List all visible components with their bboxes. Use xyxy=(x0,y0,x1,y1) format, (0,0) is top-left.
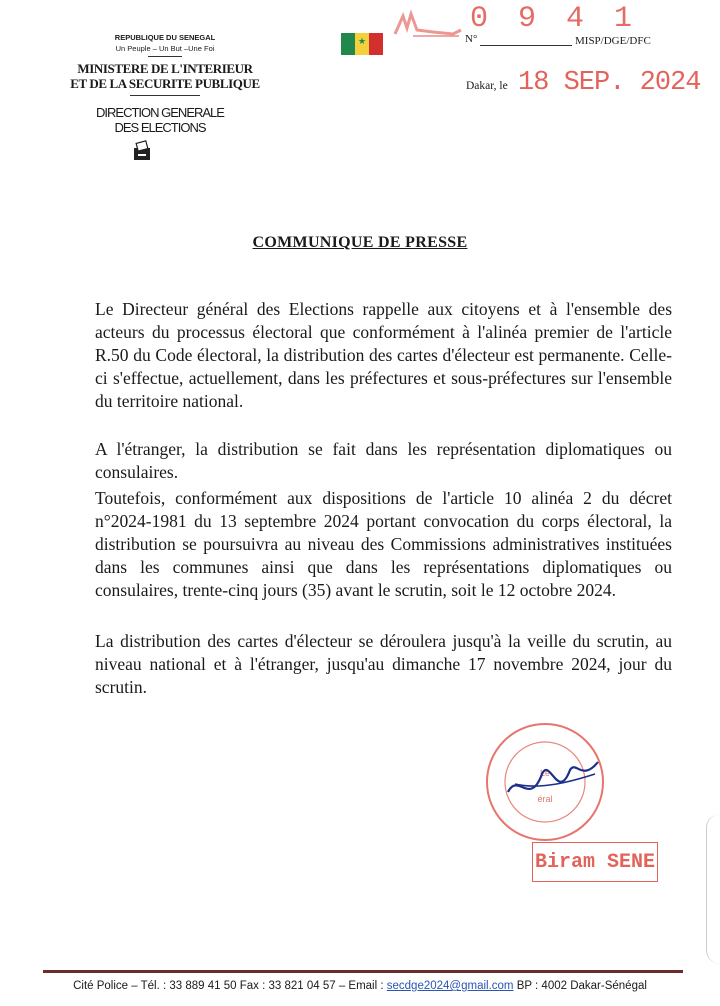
official-seal xyxy=(470,712,620,842)
flag-green-band xyxy=(341,33,355,55)
footer xyxy=(0,980,720,992)
reference-number-stamp: 0 9 4 1 xyxy=(470,2,639,36)
flag-red-band xyxy=(369,33,383,55)
divider xyxy=(130,95,200,96)
stamp-smudge xyxy=(393,10,463,38)
paragraph-2: A l'étranger, la distribution se fait dans les représentation diplomatiques ou consulaires. xyxy=(95,439,672,482)
paragraph-1: Le Directeur général des Elections rappelle aux citoyens et à l'ensemble des acteurs du processus électoral que conformément à l'alinéa premier de l'article R.50 du Code électoral, la distribution des cartes d'électeur est permanente. Celle-ci s'effectue, actuellement, dans les préfectures et sous-préfectures sur l'ensemble du territoire national. xyxy=(95,299,672,411)
paragraph-3: Toutefois, conformément aux dispositions de l'article 10 alinéa 2 du décret n°2024-1981 du 13 septembre 2024 portant convocation du corps électoral, la distribution se poursuivra au niveau des Commissions administratives instituées dans les communes ainsi que dans les représentations diplomatiques ou consulaires, trente-cinq jours (35) avant le scrutin, soit le 12 octobre 2024. xyxy=(95,488,672,600)
reference-line xyxy=(480,45,572,46)
flag-star-icon: ★ xyxy=(358,36,367,46)
svg-text:éral: éral xyxy=(537,794,553,804)
footer-email-link[interactable]: secdge2024@gmail.com xyxy=(386,980,514,992)
senegal-flag xyxy=(341,33,383,55)
svg-text:Le: Le xyxy=(539,768,551,778)
ministry-line-1: MINISTERE DE L'INTERIEUR xyxy=(77,61,253,76)
direction-line-1: DIRECTION GENERALE xyxy=(96,105,224,120)
signatory-name-stamp: Biram SENE xyxy=(532,842,658,882)
page-edge xyxy=(706,814,720,964)
divider xyxy=(148,56,182,57)
direction-name xyxy=(60,105,260,135)
document-title: COMMUNIQUE DE PRESSE xyxy=(252,234,468,251)
national-motto: Un Peuple – Un But –Une Foi xyxy=(115,44,215,53)
ministry-name xyxy=(60,61,270,91)
paragraph-4: La distribution des cartes d'électeur se déroulera jusqu'à la veille du scrutin, au niveau national et à l'étranger, jusqu'au dimanche 17 novembre 2024, jour du scrutin. xyxy=(95,631,672,697)
republic-label: REPUBLIQUE DU SENEGAL xyxy=(114,33,216,42)
reference-code: MISP/DGE/DFC xyxy=(575,35,651,47)
flag-yellow-band xyxy=(355,33,369,55)
footer-postal-text: BP : 4002 Dakar-Sénégal xyxy=(513,980,647,992)
footer-contact-text: Cité Police – Tél. : 33 889 41 50 Fax : 33 821 04 57 – Email : xyxy=(73,980,387,992)
ministry-line-2: ET DE LA SECURITE PUBLIQUE xyxy=(70,76,260,91)
date-stamp: 18 SEP. 2024 xyxy=(518,68,701,98)
direction-line-2: DES ELECTIONS xyxy=(114,120,206,135)
reference-no-label: N° xyxy=(465,33,478,45)
footer-rule xyxy=(43,970,683,973)
place-label: Dakar, le xyxy=(466,80,508,92)
ballot-box-icon xyxy=(131,140,153,162)
